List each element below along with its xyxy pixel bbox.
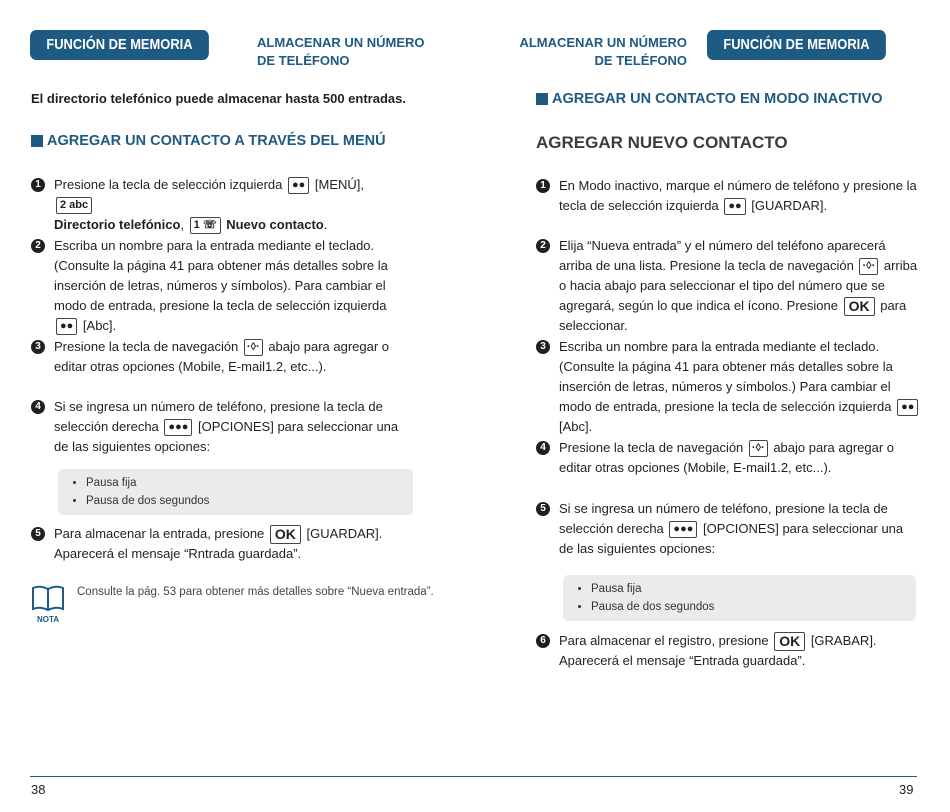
footer-rule <box>30 776 475 777</box>
step-number: 6 <box>536 634 550 648</box>
intro-text: El directorio telefónico puede almacenar hasta 500 entradas. <box>31 91 406 106</box>
footer-rule <box>475 776 917 777</box>
step-2 <box>536 236 921 336</box>
step-text: Si se ingresa un número de teléfono, presione la tecla de selección derecha <box>54 399 383 434</box>
left-softkey-icon: ●● <box>56 318 77 335</box>
menu-heading <box>31 133 386 149</box>
section-title-line-2: DE TELÉFONO <box>594 53 687 68</box>
options-box <box>58 469 413 515</box>
chapter-pill: FUNCIÓN DE MEMORIA <box>30 30 209 60</box>
step-text: Presione la tecla de navegación <box>54 339 239 354</box>
left-softkey-icon: ●● <box>897 399 918 416</box>
step-5 <box>536 499 921 559</box>
right-softkey-icon: ●●● <box>164 419 192 436</box>
step-number: 5 <box>31 527 45 541</box>
left-softkey-icon: ●● <box>288 177 309 194</box>
list-item: • Pausa de dos segundos <box>591 598 902 616</box>
step-number: 4 <box>31 400 45 414</box>
step-text: [MENÚ], <box>314 177 365 192</box>
left-softkey-icon: ●● <box>724 198 745 215</box>
ok-key-icon: OK <box>270 525 301 544</box>
step-text: [OPCIONES] para seleccionar una de las siguientes opciones: <box>559 521 904 556</box>
step-3 <box>31 337 411 377</box>
step-number: 2 <box>536 239 550 253</box>
square-bullet-icon <box>31 135 43 147</box>
step-text: Escriba un nombre para la entrada mediante el teclado. (Consulte la página 41 para obtener más detalles sobre la inserción de letras, números y símbolos). Para cambiar el modo de entrada, presione la tecla de selección izquierda <box>54 238 388 313</box>
step-number: 2 <box>31 239 45 253</box>
note-label: NOTA <box>36 615 60 624</box>
step-text: Escriba un nombre para la entrada mediante el teclado. (Consulte la página 41 para obtener más detalles sobre la inserción de letras, números y símbolos.) Para cambiar el modo de entrada, presione la tecla de selección izquierda <box>559 339 893 414</box>
step-4 <box>536 438 921 478</box>
step-2 <box>31 236 411 336</box>
step-text: [Abc]. <box>559 419 593 434</box>
step-text: Para almacenar el registro, presione <box>559 633 769 648</box>
step-3 <box>536 337 921 437</box>
step-bold: Directorio telefónico <box>54 217 181 232</box>
step-text: Si se ingresa un número de teléfono, presione la tecla de selección derecha <box>559 501 888 536</box>
chapter-pill: FUNCIÓN DE MEMORIA <box>707 30 886 60</box>
idle-heading-label: AGREGAR UN CONTACTO EN MODO INACTIVO <box>552 91 883 107</box>
step-text: abajo para agregar o editar otras opciones (Mobile, E-mail1.2, etc...). <box>559 440 895 475</box>
step-5 <box>31 524 411 564</box>
idle-heading <box>536 91 883 107</box>
section-title-line-1: ALMACENAR UN NÚMERO <box>257 35 425 50</box>
section-title-line-1: ALMACENAR UN NÚMERO <box>519 35 687 50</box>
step-text: Aparecerá el mensaje “Entrada guardada”. <box>559 653 806 669</box>
step-text: para seleccionar. <box>559 298 907 334</box>
ok-key-icon: OK <box>844 297 875 316</box>
step-number: 5 <box>536 502 550 516</box>
step-number: 3 <box>536 340 550 354</box>
step-text: Elija “Nueva entrada” y el número del teléfono aparecerá arriba de una lista. Presione la tecla de navegación <box>559 238 886 273</box>
step-number: 4 <box>536 441 550 455</box>
step-text: . <box>323 217 328 232</box>
subheading: AGREGAR NUEVO CONTACTO <box>536 133 788 152</box>
ok-key-icon: OK <box>774 632 805 651</box>
section-title <box>257 34 425 70</box>
page-number: 39 <box>899 782 914 797</box>
key-1-icon: 1 ☏ <box>190 217 221 234</box>
step-number: 1 <box>31 178 45 192</box>
step-1 <box>536 176 921 216</box>
nav-key-icon: ·◊· <box>749 440 768 457</box>
right-page <box>475 0 950 812</box>
step-text: arriba o hacia abajo para seleccionar el tipo del número que se agregará, según lo que indica el ícono. Presione <box>559 258 918 313</box>
list-item: • Pausa de dos segundos <box>86 492 399 510</box>
key-2-icon: 2 abc <box>56 197 92 214</box>
step-number: 1 <box>536 179 550 193</box>
step-1: 1 Presione la tecla de selección izquierda ●● [MENÚ], 2 abc Directorio telefónico, 1 ☏ Nuevo contacto. <box>31 175 406 235</box>
step-text: [GRABAR]. <box>810 633 877 648</box>
list-item: • Pausa fija <box>86 474 399 492</box>
page-number: 38 <box>31 782 46 797</box>
step-text: Aparecerá el mensaje “Rntrada guardada”. <box>54 546 302 562</box>
right-softkey-icon: ●●● <box>669 521 697 538</box>
step-text: Presione la tecla de selección izquierda <box>54 177 283 192</box>
list-item: • Pausa fija <box>591 580 902 598</box>
step-text: Para almacenar la entrada, presione <box>54 526 265 541</box>
step-text: Presione la tecla de navegación <box>559 440 744 455</box>
step-text: [GUARDAR]. <box>306 526 383 541</box>
square-bullet-icon <box>536 93 548 105</box>
step-4 <box>31 397 411 457</box>
step-6 <box>536 631 921 671</box>
section-title <box>515 34 687 70</box>
step-text: [GUARDAR]. <box>751 198 828 213</box>
section-title-line-2: DE TELÉFONO <box>257 53 350 68</box>
step-text: [Abc]. <box>82 318 117 333</box>
book-icon <box>31 580 65 616</box>
step-number: 3 <box>31 340 45 354</box>
step-text: [OPCIONES] para seleccionar una de las siguientes opciones: <box>54 419 399 454</box>
step-text: abajo para agregar o editar otras opciones (Mobile, E-mail1.2, etc...). <box>54 339 390 374</box>
step-bold: Nuevo contacto <box>226 217 324 232</box>
options-box <box>563 575 916 621</box>
note <box>31 580 434 624</box>
step-text: En Modo inactivo, marque el número de teléfono y presione la tecla de selección izquierda <box>559 178 917 213</box>
nav-key-icon: ·◊· <box>859 258 878 275</box>
note-text: Consulte la pág. 53 para obtener más detalles sobre “Nueva entrada”. <box>77 586 434 598</box>
menu-heading-label: AGREGAR UN CONTACTO A TRAVÉS DEL MENÚ <box>47 133 386 149</box>
nav-key-icon: ·◊· <box>244 339 263 356</box>
